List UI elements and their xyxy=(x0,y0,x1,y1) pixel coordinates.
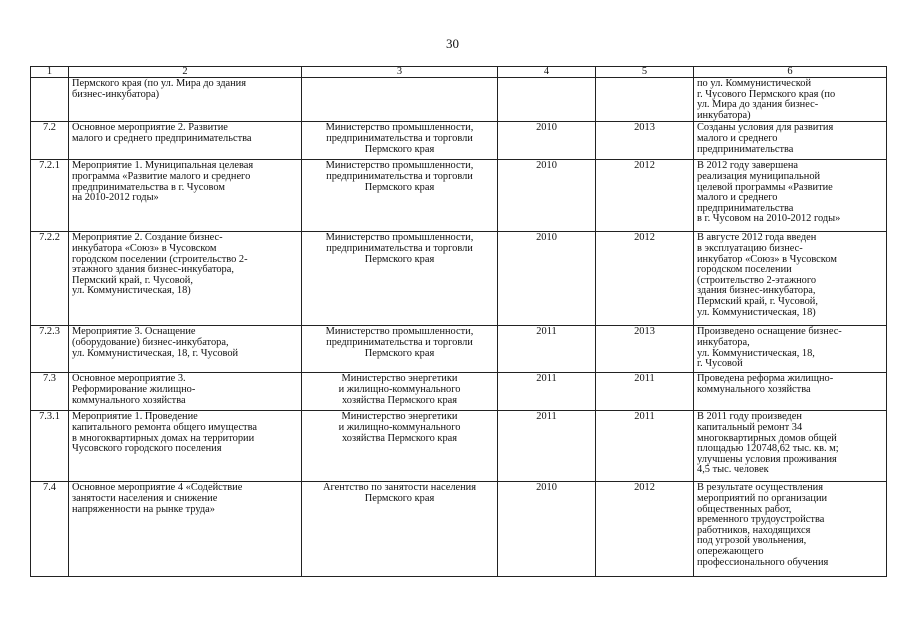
end-year: 2011 xyxy=(596,373,694,411)
result-text: Созданы условия для развития малого и среднего предпринимательства xyxy=(694,122,887,160)
measure-name: Мероприятие 1. Проведение капитального ремонта общего имущества в многоквартирных домах на территории Чусовского городского поселения xyxy=(69,411,302,482)
program-measures-table xyxy=(30,66,887,577)
responsible-executor: Агентство по занятости населения Пермского края xyxy=(302,482,498,577)
column-header: 2 xyxy=(69,67,302,78)
header-row xyxy=(31,67,887,78)
measure-name: Основное мероприятие 4 «Содействие занятости населения и снижение напряженности на рынке труда» xyxy=(69,482,302,577)
end-year: 2011 xyxy=(596,411,694,482)
row-number: 7.2 xyxy=(31,122,69,160)
row-number: 7.2.1 xyxy=(31,160,69,232)
start-year: 2010 xyxy=(498,482,596,577)
start-year xyxy=(498,78,596,122)
table-row xyxy=(31,482,887,577)
responsible-executor: Министерство энергетики и жилищно-коммунального хозяйства Пермского края xyxy=(302,373,498,411)
row-number: 7.4 xyxy=(31,482,69,577)
result-text: В результате осуществления мероприятий по организации общественных работ, временного трудоустройства работников, находящихся под угрозой увольнения, опережающего профессионального обучения xyxy=(694,482,887,577)
table-row xyxy=(31,326,887,373)
row-number: 7.2.3 xyxy=(31,326,69,373)
start-year: 2010 xyxy=(498,122,596,160)
responsible-executor: Министерство промышленности, предпринимательства и торговли Пермского края xyxy=(302,232,498,326)
table-row xyxy=(31,160,887,232)
end-year: 2012 xyxy=(596,160,694,232)
end-year xyxy=(596,78,694,122)
result-text: В августе 2012 года введен в эксплуатацию бизнес- инкубатор «Союз» в Чусовском городском поселении (строительство 2-этажного здания бизнес-инкубатора, Пермский край, г. Чусовой, ул. Коммунистическая, 18) xyxy=(694,232,887,326)
start-year: 2011 xyxy=(498,326,596,373)
row-number: 7.2.2 xyxy=(31,232,69,326)
measure-name: Мероприятие 1. Муниципальная целевая программа «Развитие малого и среднего предпринимательства в г. Чусовом на 2010-2012 годы» xyxy=(69,160,302,232)
measure-name: Основное мероприятие 2. Развитие малого и среднего предпринимательства xyxy=(69,122,302,160)
row-number xyxy=(31,78,69,122)
start-year: 2011 xyxy=(498,373,596,411)
responsible-executor xyxy=(302,78,498,122)
measure-name: Пермского края (по ул. Мира до здания бизнес-инкубатора) xyxy=(69,78,302,122)
responsible-executor: Министерство промышленности, предпринимательства и торговли Пермского края xyxy=(302,122,498,160)
responsible-executor: Министерство энергетики и жилищно-коммунального хозяйства Пермского края xyxy=(302,411,498,482)
column-header: 1 xyxy=(31,67,69,78)
measure-name: Мероприятие 2. Создание бизнес- инкубатора «Союз» в Чусовском городском поселении (строительство 2- этажного здания бизнес-инкубатора, Пермский край, г. Чусовой, ул. Коммунистическая, 18) xyxy=(69,232,302,326)
start-year: 2010 xyxy=(498,160,596,232)
end-year: 2013 xyxy=(596,326,694,373)
column-header: 3 xyxy=(302,67,498,78)
measure-name: Мероприятие 3. Оснащение (оборудование) бизнес-инкубатора, ул. Коммунистическая, 18, г. Чусовой xyxy=(69,326,302,373)
end-year: 2013 xyxy=(596,122,694,160)
result-text: Произведено оснащение бизнес- инкубатора, ул. Коммунистическая, 18, г. Чусовой xyxy=(694,326,887,373)
start-year: 2010 xyxy=(498,232,596,326)
row-number: 7.3.1 xyxy=(31,411,69,482)
result-text: В 2011 году произведен капитальный ремонт 34 многоквартирных домов общей площадью 120748,62 тыс. кв. м; улучшены условия проживания 4,5 тыс. человек xyxy=(694,411,887,482)
start-year: 2011 xyxy=(498,411,596,482)
column-header: 4 xyxy=(498,67,596,78)
row-number: 7.3 xyxy=(31,373,69,411)
end-year: 2012 xyxy=(596,482,694,577)
column-header: 6 xyxy=(694,67,887,78)
measure-name: Основное мероприятие 3. Реформирование жилищно- коммунального хозяйства xyxy=(69,373,302,411)
page-number: 30 xyxy=(446,36,459,51)
result-text: Проведена реформа жилищно- коммунального хозяйства xyxy=(694,373,887,411)
result-text: по ул. Коммунистической г. Чусового Пермского края (по ул. Мира до здания бизнес- инкубатора) xyxy=(694,78,887,122)
column-header: 5 xyxy=(596,67,694,78)
table-row xyxy=(31,411,887,482)
responsible-executor: Министерство промышленности, предпринимательства и торговли Пермского края xyxy=(302,160,498,232)
table-row xyxy=(31,78,887,122)
table-row xyxy=(31,232,887,326)
end-year: 2012 xyxy=(596,232,694,326)
responsible-executor: Министерство промышленности, предпринимательства и торговли Пермского края xyxy=(302,326,498,373)
result-text: В 2012 году завершена реализация муниципальной целевой программы «Развитие малого и среднего предпринимательства в г. Чусовом на 2010-2012 годы» xyxy=(694,160,887,232)
table-row xyxy=(31,122,887,160)
table-row xyxy=(31,373,887,411)
